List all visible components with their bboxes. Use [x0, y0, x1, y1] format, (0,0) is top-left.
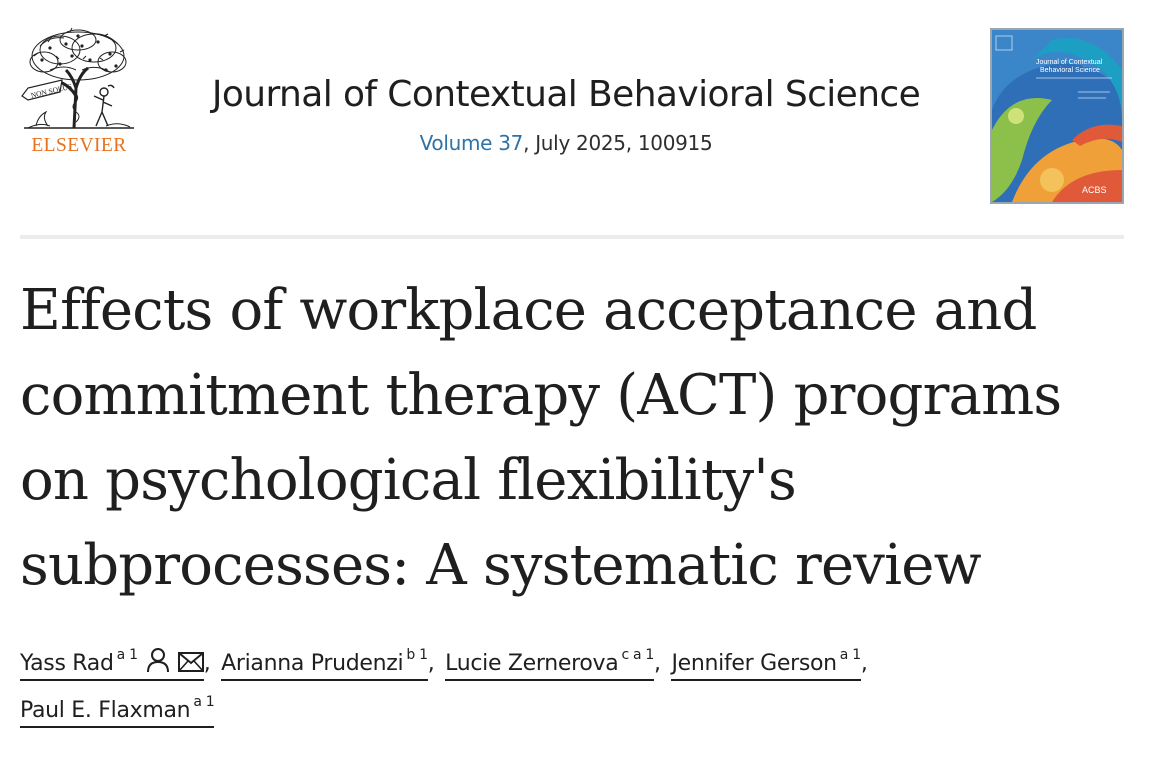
cover-society: ACBS	[1082, 185, 1107, 195]
journal-header	[20, 26, 1124, 206]
author-link[interactable]	[20, 693, 215, 728]
publisher-logo[interactable]	[20, 26, 138, 162]
article-title: Effects of workplace acceptance and commitment therapy (ACT) programs on psychological flexibility's subprocesses: A systematic review	[20, 278, 1062, 598]
author-link[interactable]	[445, 646, 655, 681]
author-affiliation: c a 1	[621, 646, 655, 663]
cover-title-line2: Behavioral Science	[1040, 67, 1100, 74]
logo-motto: NON SOLUS	[29, 81, 73, 100]
publisher-name: ELSEVIER	[31, 135, 127, 156]
author-separator: ,	[654, 651, 661, 676]
journal-cover-art	[992, 30, 1122, 202]
author-separator: ,	[203, 651, 211, 676]
issue-info: , July 2025, 100915	[523, 131, 713, 155]
author-affiliation: a 1	[839, 646, 861, 663]
email-icon[interactable]	[178, 651, 204, 673]
author-link[interactable]	[671, 646, 861, 681]
cover-title-line1: Journal of Contextual	[1036, 59, 1103, 66]
person-icon	[146, 647, 170, 673]
journal-title-link[interactable]: Journal of Contextual Behavioral Science	[211, 74, 921, 115]
header-divider	[20, 235, 1124, 239]
elsevier-tree-icon	[20, 26, 138, 132]
author-affiliation: b 1	[406, 646, 428, 663]
author-name: Arianna Prudenzi	[221, 651, 404, 676]
volume-link[interactable]: Volume 37	[419, 131, 524, 155]
author-link[interactable]	[20, 646, 204, 681]
author-separator: ,	[860, 651, 868, 676]
journal-meta	[152, 131, 980, 155]
author-link[interactable]	[221, 646, 428, 681]
author-separator: ,	[427, 651, 435, 676]
author-affiliation: a 1	[193, 693, 215, 710]
author-list	[20, 640, 1130, 734]
author-affiliation: a 1	[116, 646, 138, 663]
author-name: Paul E. Flaxman	[20, 698, 191, 723]
author-name: Jennifer Gerson	[671, 651, 837, 676]
journal-cover-image[interactable]	[990, 28, 1124, 204]
author-name: Yass Rad	[20, 651, 114, 676]
journal-info	[152, 74, 980, 155]
author-name: Lucie Zernerova	[445, 651, 619, 676]
